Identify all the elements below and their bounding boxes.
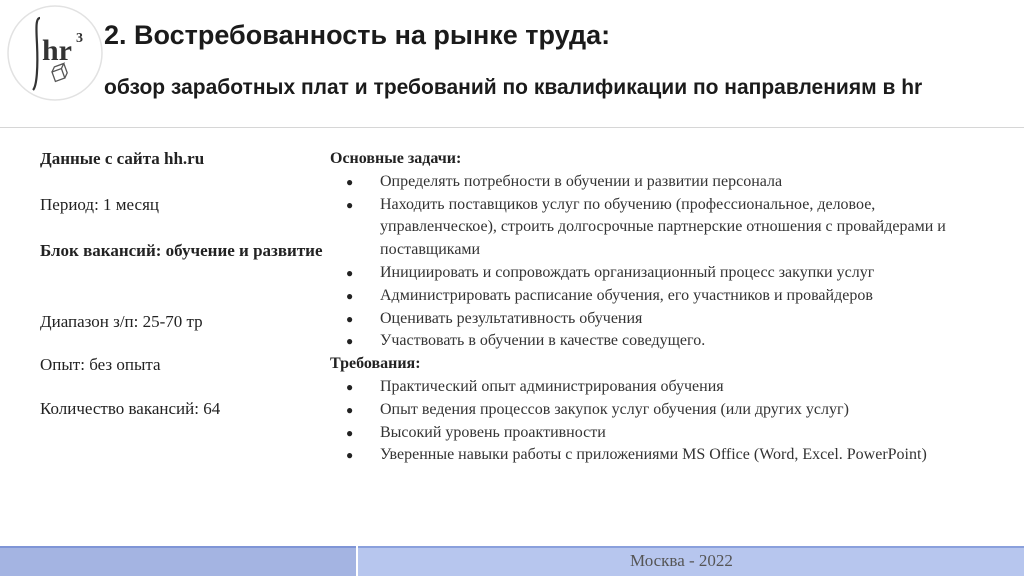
header-divider [0,127,1024,128]
task-text: Находить поставщиков услуг по обучению (профессиональное, деловое, управленческое), строить долгосрочные партнерские отношения с провайдерами и поставщиками [380,195,946,259]
bullet-icon: ● [346,334,354,349]
requirement-text: Уверенные навыки работы с приложениями MS Office (Word, Excel. PowerPoint) [380,446,927,464]
list-item [330,422,960,445]
bullet-icon: ● [346,288,354,303]
bullet-icon: ● [346,379,354,394]
requirement-text: Практический опыт администрирования обучения [380,377,724,395]
salary-range: Диапазон з/п: 25-70 тр [40,312,203,331]
task-text: Участвовать в обучении в качестве соведущего. [380,332,706,350]
list-item [330,399,960,422]
tasks-heading: Основные задачи: [330,150,462,167]
page-title: 2. Востребованность на рынке труда: [104,20,611,50]
list-item [330,171,960,194]
logo-text: hr [42,34,72,67]
footer-bar-left [0,546,356,576]
bullet-icon: ● [346,311,354,326]
experience: Опыт: без опыта [40,355,161,374]
vacancy-block: Блок вакансий: обучение и развитие [40,241,323,260]
bullet-icon: ● [346,197,354,212]
requirement-text: Опыт ведения процессов закупок услуг обучения (или других услуг) [380,400,849,418]
period: Период: 1 месяц [40,195,159,214]
requirement-text: Высокий уровень проактивности [380,423,606,441]
task-text: Инициировать и сопровождать организационный процесс закупки услуг [380,263,875,281]
list-item [330,308,960,331]
bullet-icon: ● [346,265,354,280]
bullet-icon: ● [346,425,354,440]
list-item [330,262,960,285]
task-text: Определять потребности в обучении и развитии персонала [380,172,783,190]
hr3-logo [6,4,104,102]
bullet-icon: ● [346,448,354,463]
task-text: Оценивать результативность обучения [380,309,643,327]
details-panel [330,148,990,467]
vacancy-count: Количество вакансий: 64 [40,399,221,418]
data-source: Данные с сайта hh.ru [40,149,205,168]
page-subtitle: обзор заработных плат и требований по квалификации по направлениям в hr [104,76,923,99]
requirements-heading: Требования: [330,355,421,373]
tasks-list [330,171,990,353]
bullet-icon: ● [346,402,354,417]
task-text: Администрировать расписание обучения, его участников и провайдеров [380,286,873,304]
logo-superscript: 3 [76,31,83,46]
slide-header [0,0,1024,128]
list-item [330,330,960,353]
list-item [330,376,960,399]
list-item [330,194,960,262]
list-item [330,444,960,467]
footer-text: Москва - 2022 [630,551,733,570]
requirements-list [330,376,990,467]
bullet-icon: ● [346,174,354,189]
list-item [330,285,960,308]
